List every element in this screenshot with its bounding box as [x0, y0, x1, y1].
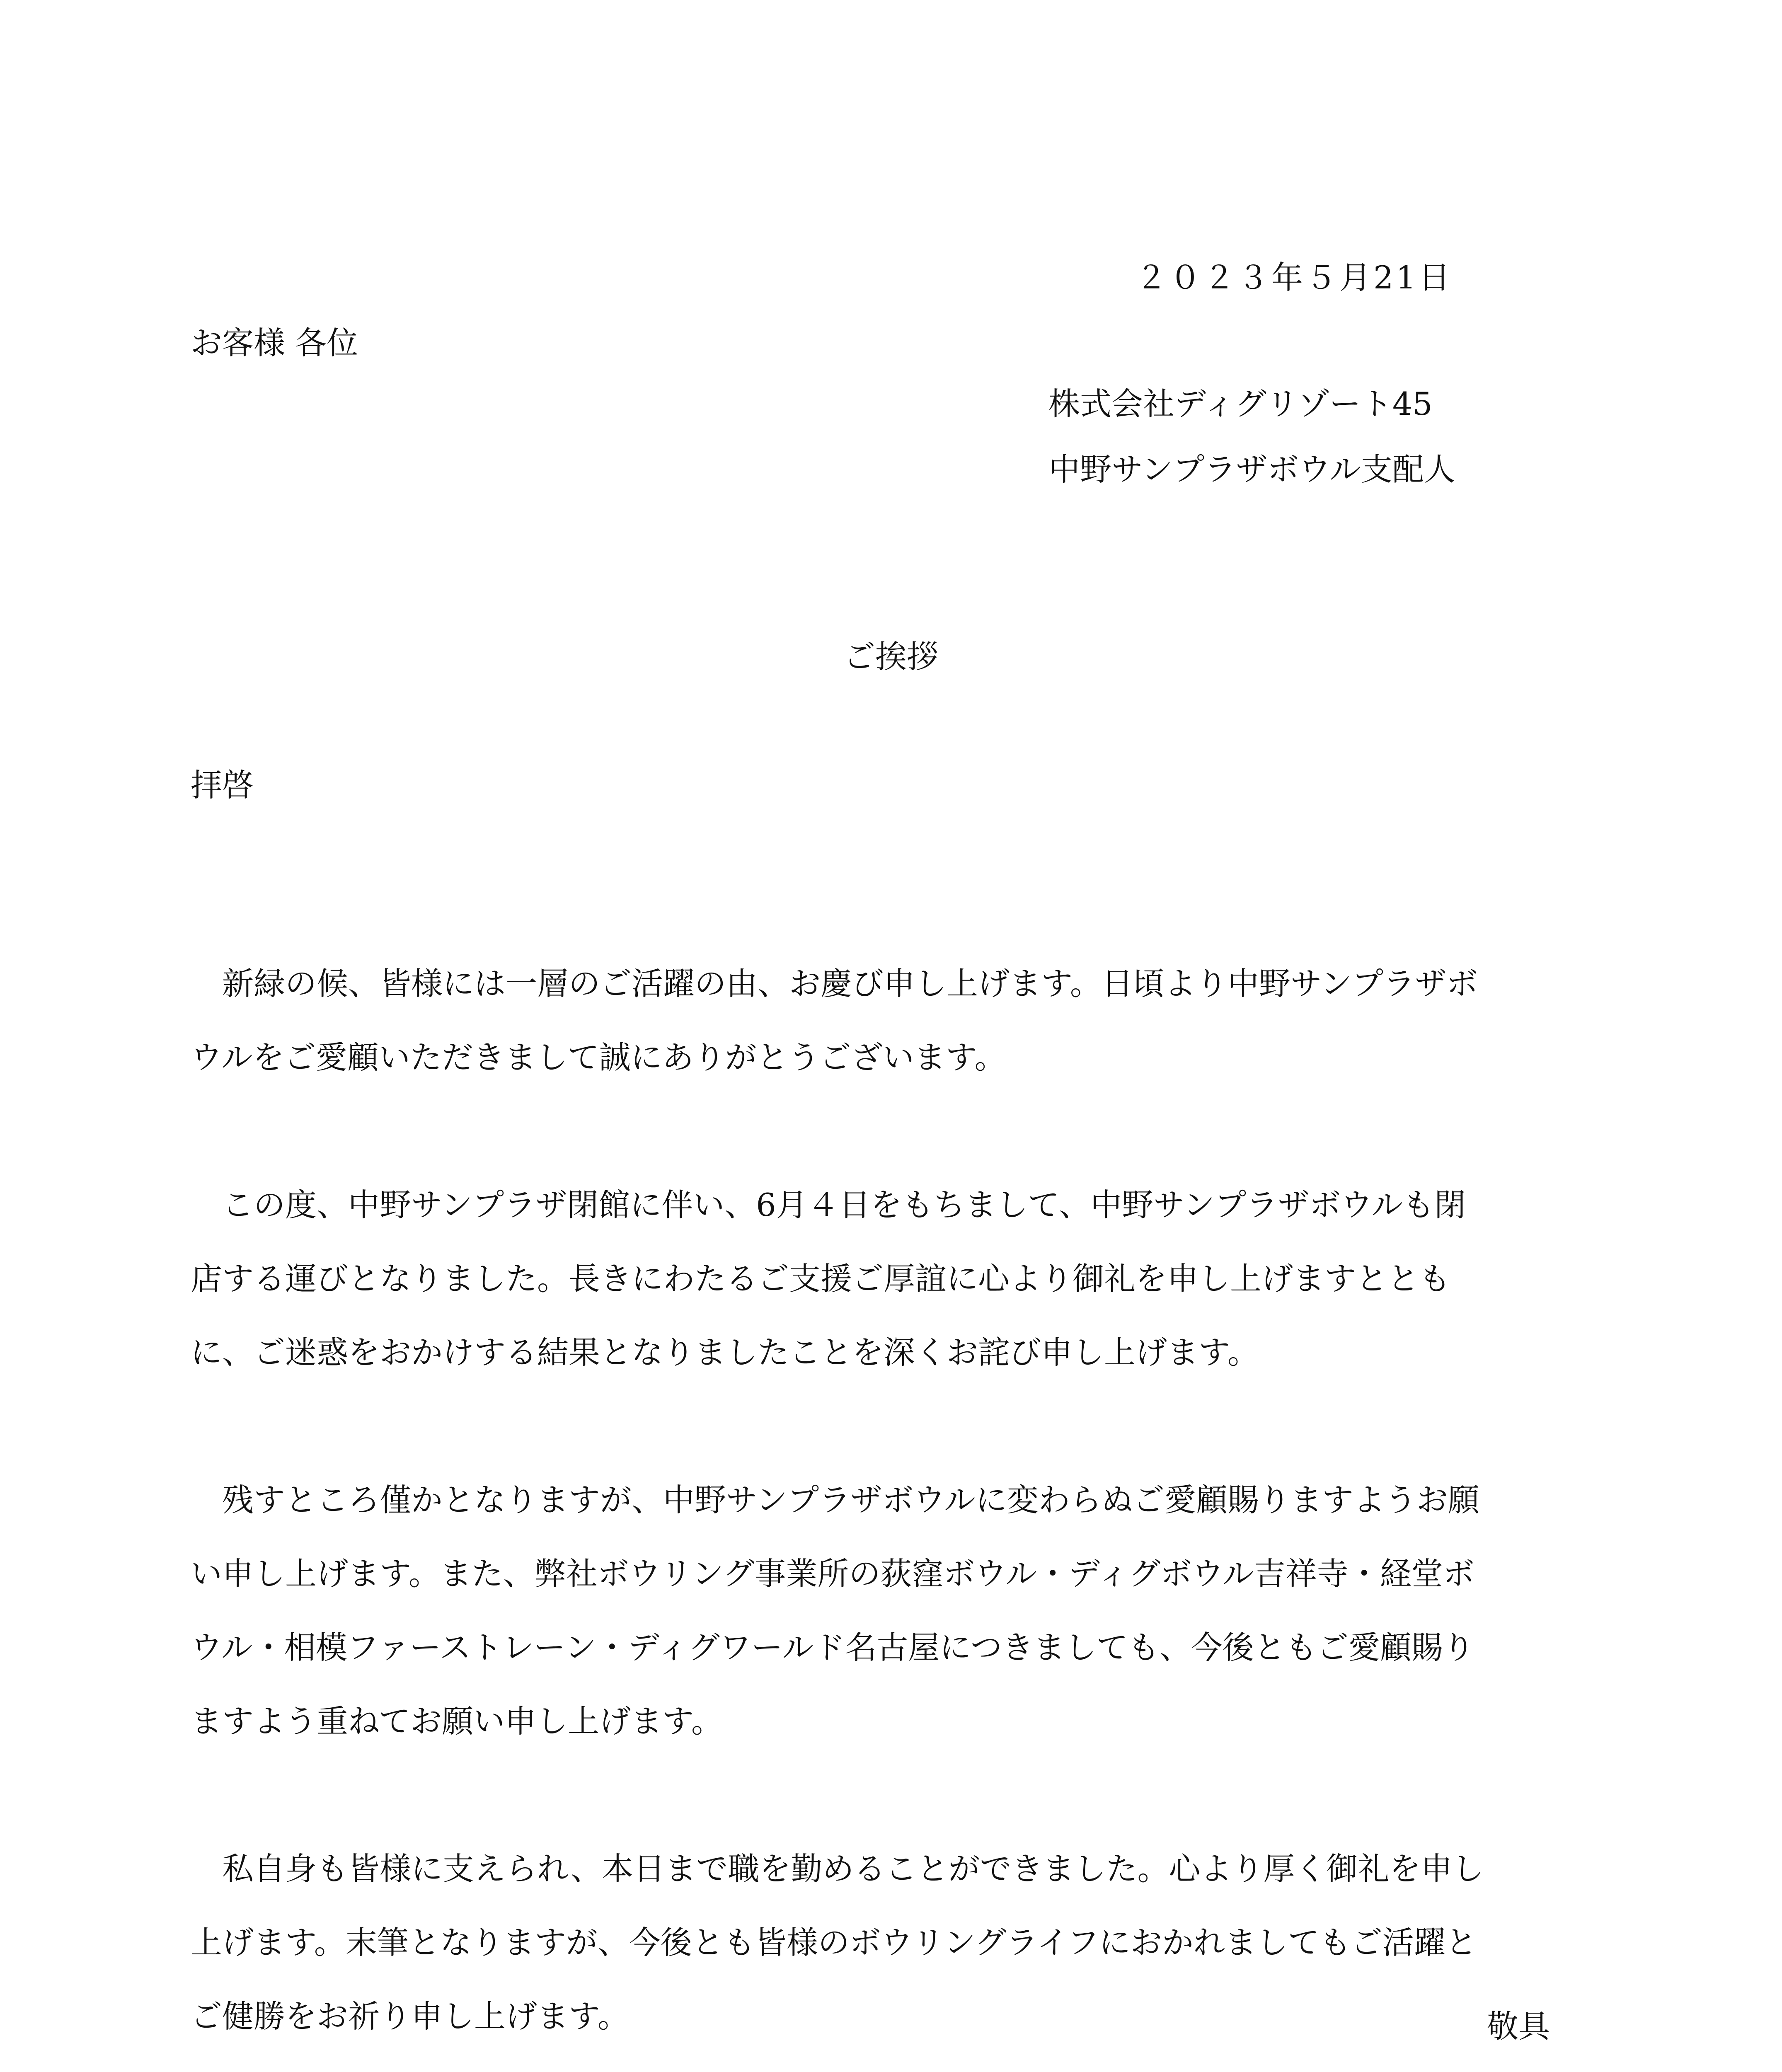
paragraph-line: この度、中野サンプラザ閉館に伴い、6月４日をもちまして、中野サンプラザボウルも閉 [191, 1186, 1466, 1223]
paragraph-line: ご健勝をお祈り申し上げます。 [191, 1998, 629, 2035]
paragraph-line: 新緑の候、皆様には一層のご活躍の由、お慶び申し上げます。日頃より中野サンプラザボ [191, 965, 1478, 1002]
closing-salutation: 敬具 [1487, 2008, 1550, 2045]
opening-salutation: 拝啓 [191, 767, 254, 804]
paragraph-line: ますよう重ねてお願い申し上げます。 [191, 1703, 723, 1740]
paragraph-line: ウル・相模ファーストレーン・ディグワールド名古屋につきましても、今後ともご愛顧賜り [191, 1629, 1475, 1666]
paragraph-line: ウルをご愛顧いただきまして誠にありがとうございます。 [191, 1039, 1006, 1076]
letter-body [191, 947, 1558, 2072]
paragraph-1 [191, 947, 1558, 1094]
paragraph-line: 上げます。末筆となりますが、今後とも皆様のボウリングライフにおかれましてもご活躍と [191, 1924, 1477, 1961]
recipient: お客様 各位 [191, 324, 358, 361]
paragraph-2 [191, 1168, 1558, 1389]
paragraph-line: に、ご迷惑をおかけする結果となりましたことを深くお詫び申し上げます。 [191, 1334, 1259, 1371]
letter-date: ２０２３年５月21日 [1136, 259, 1453, 296]
paragraph-line: 残すところ僅かとなりますが、中野サンプラザボウルに変わらぬご愛顧賜りますようお願 [191, 1481, 1479, 1518]
document-title: ご挨拶 [844, 638, 938, 675]
paragraph-line: 店する運びとなりました。長きにわたるご支援ご厚誼に心より御礼を申し上げますととも [191, 1260, 1450, 1297]
paragraph-line: 私自身も皆様に支えられ、本日まで職を勤めることができました。心より厚く御礼を申し [191, 1850, 1484, 1887]
paragraph-4 [191, 1832, 1558, 2053]
paragraph-3 [191, 1463, 1558, 1758]
sender-title: 中野サンプラザボウル支配人 [1048, 451, 1455, 488]
paragraph-line: い申し上げます。また、弊社ボウリング事業所の荻窪ボウル・ディグボウル吉祥寺・経堂ボ [191, 1555, 1475, 1592]
sender-company: 株式会社ディグリゾート45 [1048, 385, 1433, 422]
